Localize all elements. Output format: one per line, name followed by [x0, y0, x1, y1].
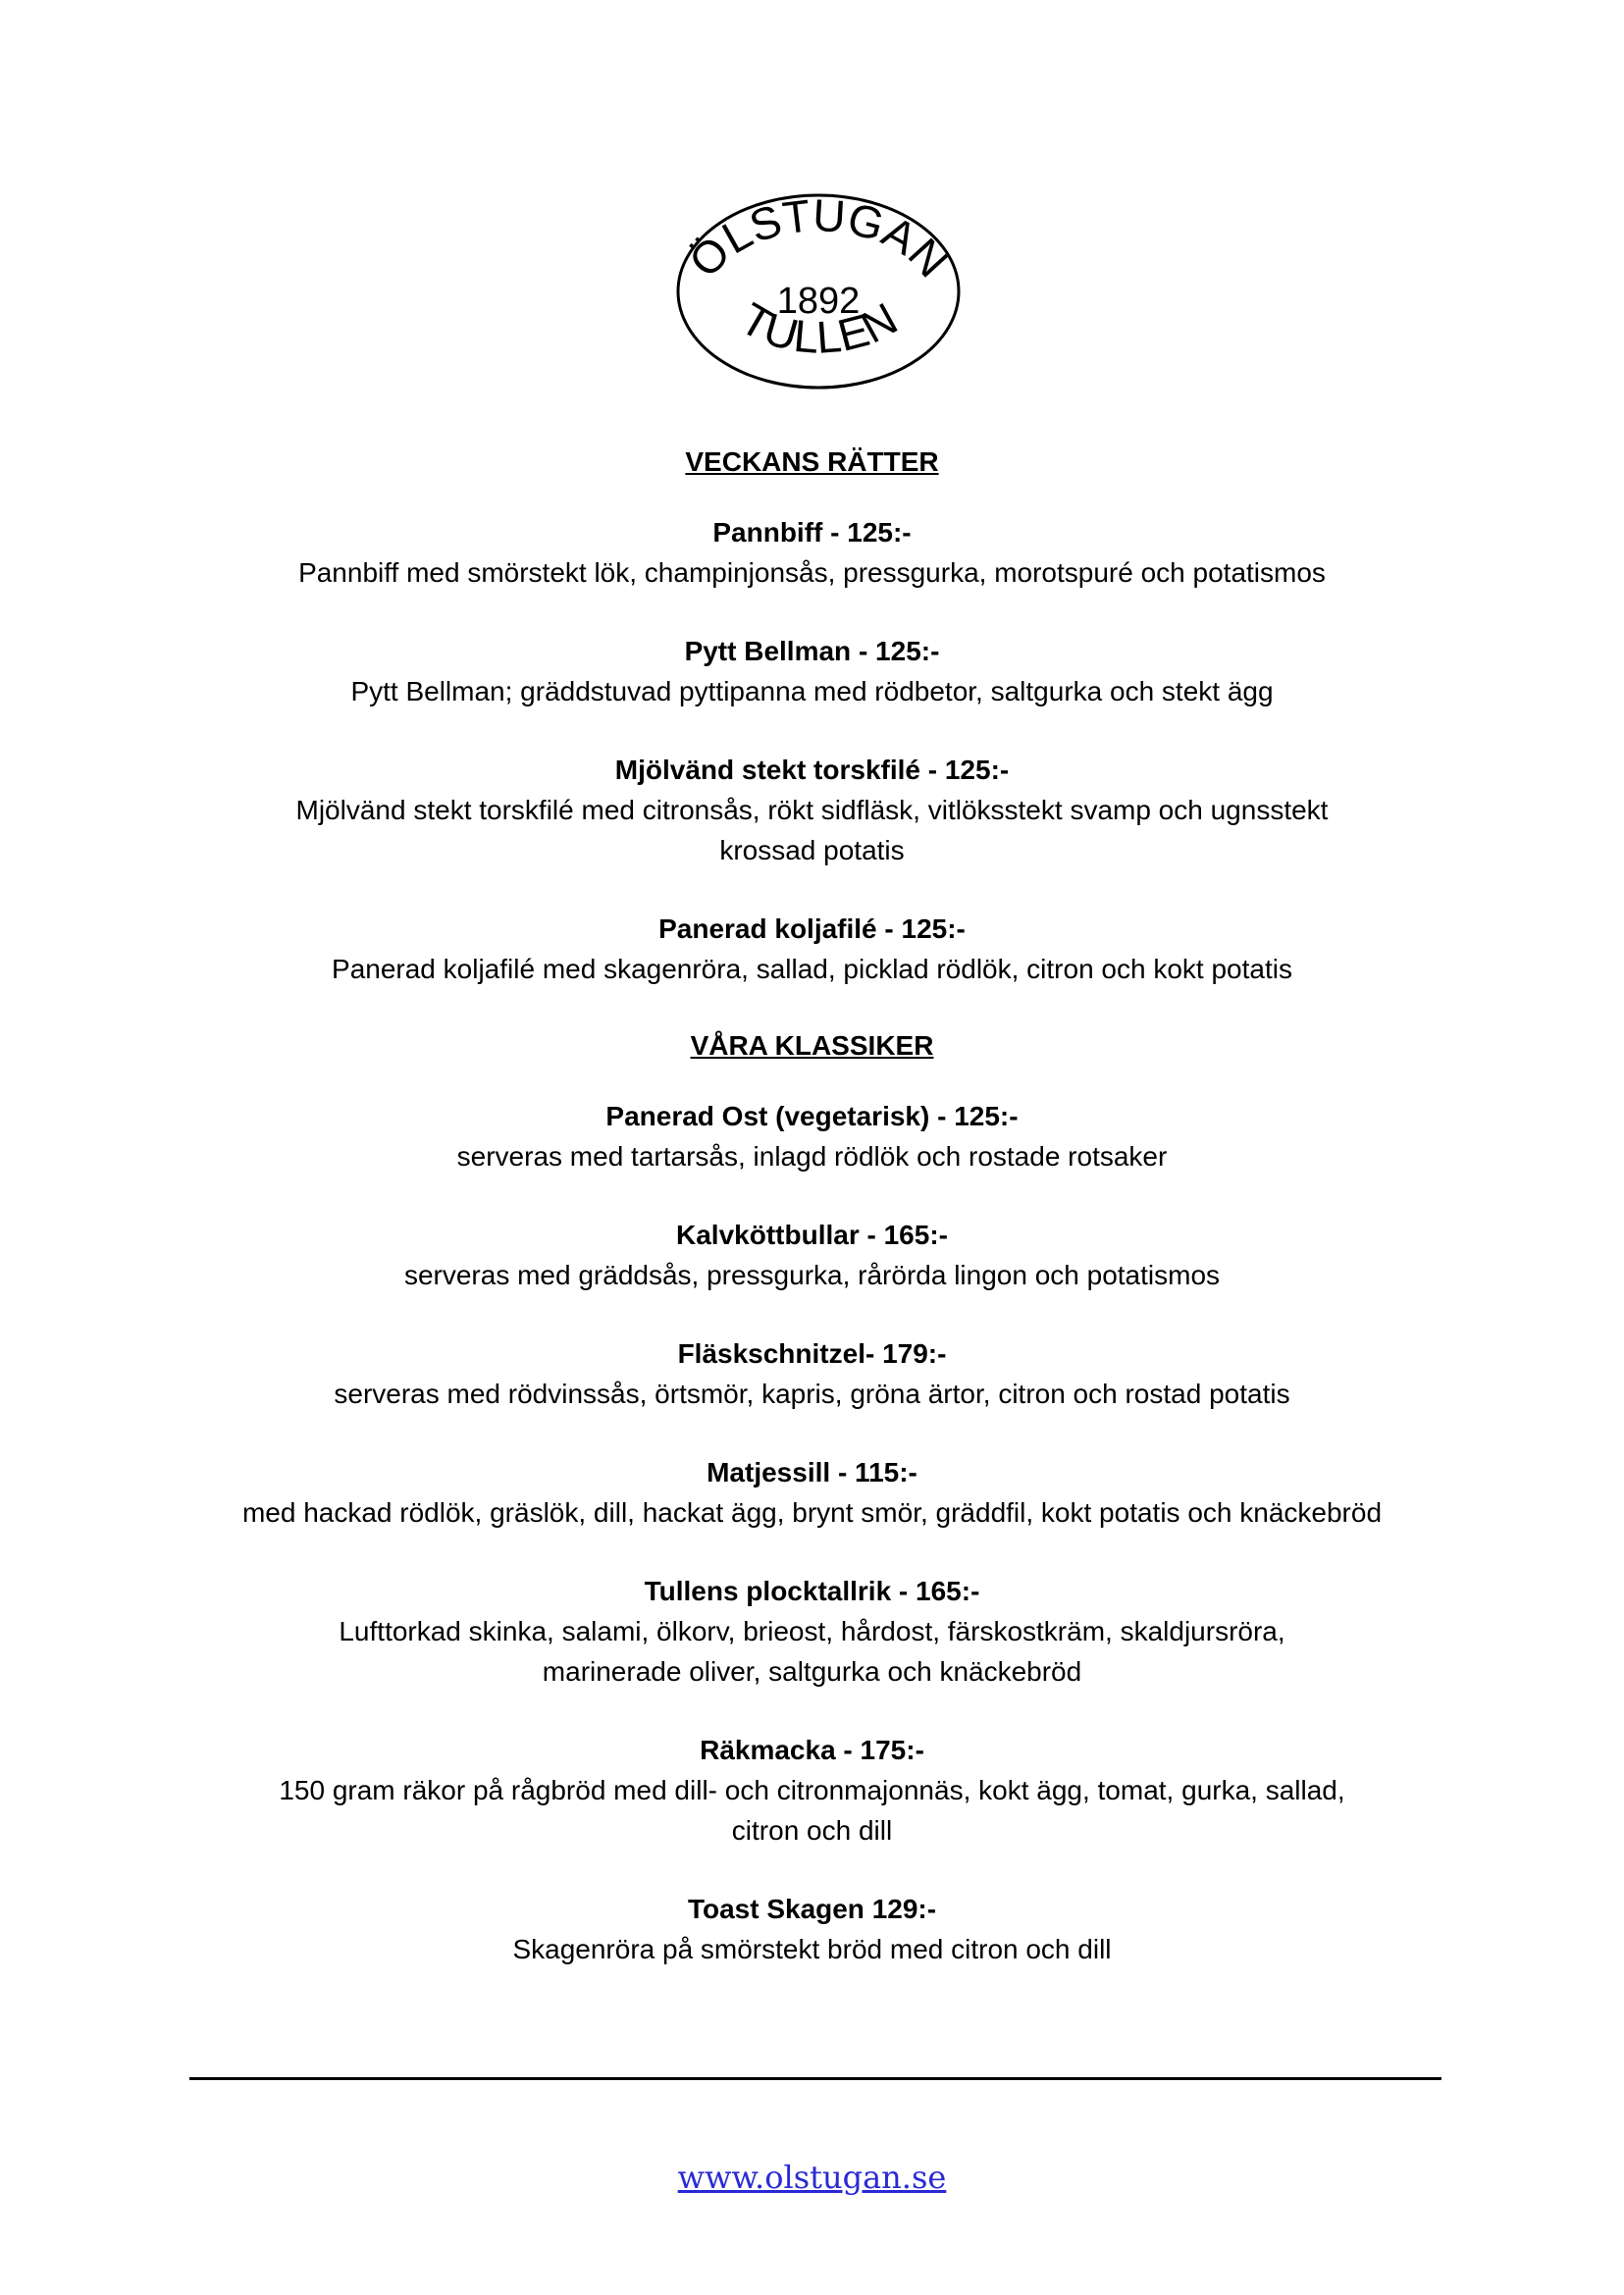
menu-body	[0, 444, 1624, 2008]
dish-name: Kalvköttbullar - 165:-	[676, 1220, 948, 1250]
dish-description: med hackad rödlök, gräslök, dill, hackat ägg, brynt smör, gräddfil, kokt potatis och knäckebröd	[241, 1497, 1383, 1528]
dish	[0, 910, 1624, 989]
olstugan-tullen-logo	[674, 191, 964, 392]
logo-year: 1892	[776, 281, 861, 322]
dish-description: Panerad koljafilé med skagenröra, sallad, picklad rödlök, citron och kokt potatis	[332, 954, 1292, 984]
dish	[0, 1334, 1624, 1414]
dish-description: Mjölvänd stekt torskfilé med citronsås, rökt sidfläsk, vitlöksstekt svamp och ugnsstekt krossad potatis	[295, 795, 1329, 865]
dish-description: 150 gram räkor på rågbröd med dill- och citronmajonnäs, kokt ägg, tomat, gurka, sallad, citron och dill	[279, 1775, 1345, 1846]
dish-name: Toast Skagen 129:-	[687, 1894, 937, 1924]
dish	[0, 1572, 1624, 1692]
dish	[0, 513, 1624, 593]
logo-top-text: ÖLSTUGAN	[678, 191, 959, 287]
section-title-vara-klassiker: VÅRA KLASSIKER	[690, 1030, 934, 1061]
dish-description: serveras med rödvinssås, örtsmör, kapris, gröna ärtor, citron och rostad potatis	[334, 1379, 1290, 1409]
dish-name: Panerad koljafilé - 125:-	[658, 913, 966, 944]
dish-description: serveras med tartarsås, inlagd rödlök och rostade rotsaker	[456, 1141, 1168, 1172]
dish	[0, 1453, 1624, 1533]
dish	[0, 1731, 1624, 1851]
dish	[0, 1097, 1624, 1176]
website-link[interactable]: www.olstugan.se	[677, 2159, 947, 2196]
dish-name: Pytt Bellman - 125:-	[684, 636, 940, 666]
dish-description: Lufttorkad skinka, salami, ölkorv, brieost, hårdost, färskostkräm, skaldjursröra, marinerade oliver, saltgurka och knäckebröd	[339, 1616, 1285, 1687]
dish-description: Pannbiff med smörstekt lök, champinjonsås, pressgurka, morotspuré och potatismos	[298, 557, 1326, 588]
dish-description: Pytt Bellman; gräddstuvad pyttipanna med rödbetor, saltgurka och stekt ägg	[350, 676, 1274, 706]
dish-name: Räkmacka - 175:-	[700, 1735, 924, 1765]
dish	[0, 1216, 1624, 1295]
dish-description: Skagenröra på smörstekt bröd med citron och dill	[512, 1934, 1112, 1964]
dish-name: Pannbiff - 125:-	[712, 517, 912, 548]
dish-name: Mjölvänd stekt torskfilé - 125:-	[614, 755, 1010, 785]
dish	[0, 1890, 1624, 1969]
footer-divider	[189, 2077, 1441, 2080]
dish-name: Fläskschnitzel- 179:-	[677, 1338, 947, 1369]
dish-description: serveras med gräddsås, pressgurka, rårörda lingon och potatismos	[403, 1260, 1221, 1290]
logo-bottom-text: TULLEN	[732, 292, 906, 363]
dish	[0, 751, 1624, 870]
dish-name: Tullens plocktallrik - 165:-	[644, 1576, 980, 1606]
dish-name: Matjessill - 115:-	[707, 1457, 917, 1487]
section-title-veckans-ratter: VECKANS RÄTTER	[685, 446, 939, 477]
dish	[0, 632, 1624, 711]
dish-name: Panerad Ost (vegetarisk) - 125:-	[605, 1101, 1019, 1131]
